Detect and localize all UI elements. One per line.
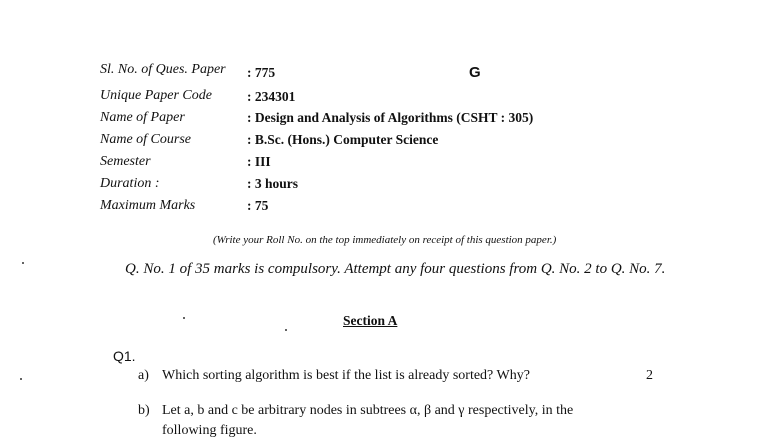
meta-row-duration bbox=[0, 176, 784, 196]
part-text-line1: Let a, b and c be arbitrary nodes in subtrees α, β and γ respectively, in the bbox=[162, 403, 574, 418]
part-text: Which sorting algorithm is best if the list is already sorted? Why? bbox=[162, 368, 530, 383]
part-text-line2: following figure. bbox=[162, 423, 257, 438]
meta-value: : 775 bbox=[247, 65, 276, 80]
question-part-b bbox=[0, 403, 784, 443]
meta-row-semester bbox=[0, 154, 784, 174]
meta-label: Name of Course bbox=[100, 132, 191, 147]
meta-value: : 3 hours bbox=[247, 176, 299, 191]
scan-speck bbox=[22, 262, 24, 264]
part-marks: 2 bbox=[646, 368, 653, 383]
meta-label: Sl. No. of Ques. Paper bbox=[100, 62, 226, 77]
meta-row-course-name bbox=[0, 132, 784, 152]
meta-value: : III bbox=[247, 154, 271, 169]
meta-label: Maximum Marks bbox=[100, 198, 196, 213]
meta-label: Unique Paper Code bbox=[100, 88, 212, 103]
meta-label: Name of Paper bbox=[100, 110, 185, 125]
scan-speck bbox=[183, 317, 185, 319]
part-letter: b) bbox=[138, 403, 150, 418]
scan-speck bbox=[20, 378, 22, 380]
exam-instructions: Q. No. 1 of 35 marks is compulsory. Attempt any four questions from Q. No. 2 to Q. No. 7. bbox=[125, 261, 666, 277]
scan-speck bbox=[285, 329, 287, 331]
roll-number-note: (Write your Roll No. on the top immediately on receipt of this question paper.) bbox=[213, 234, 557, 246]
section-title: Section A bbox=[343, 313, 398, 328]
paper-set-code: G bbox=[469, 64, 481, 81]
meta-label: Duration : bbox=[100, 176, 160, 191]
meta-row-paper-name bbox=[0, 110, 784, 130]
question-part-a bbox=[0, 368, 784, 388]
meta-row-max-marks bbox=[0, 198, 784, 218]
meta-row-paper-number bbox=[0, 62, 784, 82]
meta-row-paper-code bbox=[0, 88, 784, 108]
meta-value: : 234301 bbox=[247, 89, 296, 104]
meta-label: Semester bbox=[100, 154, 151, 169]
meta-value: : Design and Analysis of Algorithms (CSHT : 305) bbox=[247, 110, 534, 125]
part-letter: a) bbox=[138, 368, 149, 383]
meta-value: : 75 bbox=[247, 198, 269, 213]
meta-value: : B.Sc. (Hons.) Computer Science bbox=[247, 132, 439, 147]
question-number: Q1. bbox=[113, 348, 136, 364]
